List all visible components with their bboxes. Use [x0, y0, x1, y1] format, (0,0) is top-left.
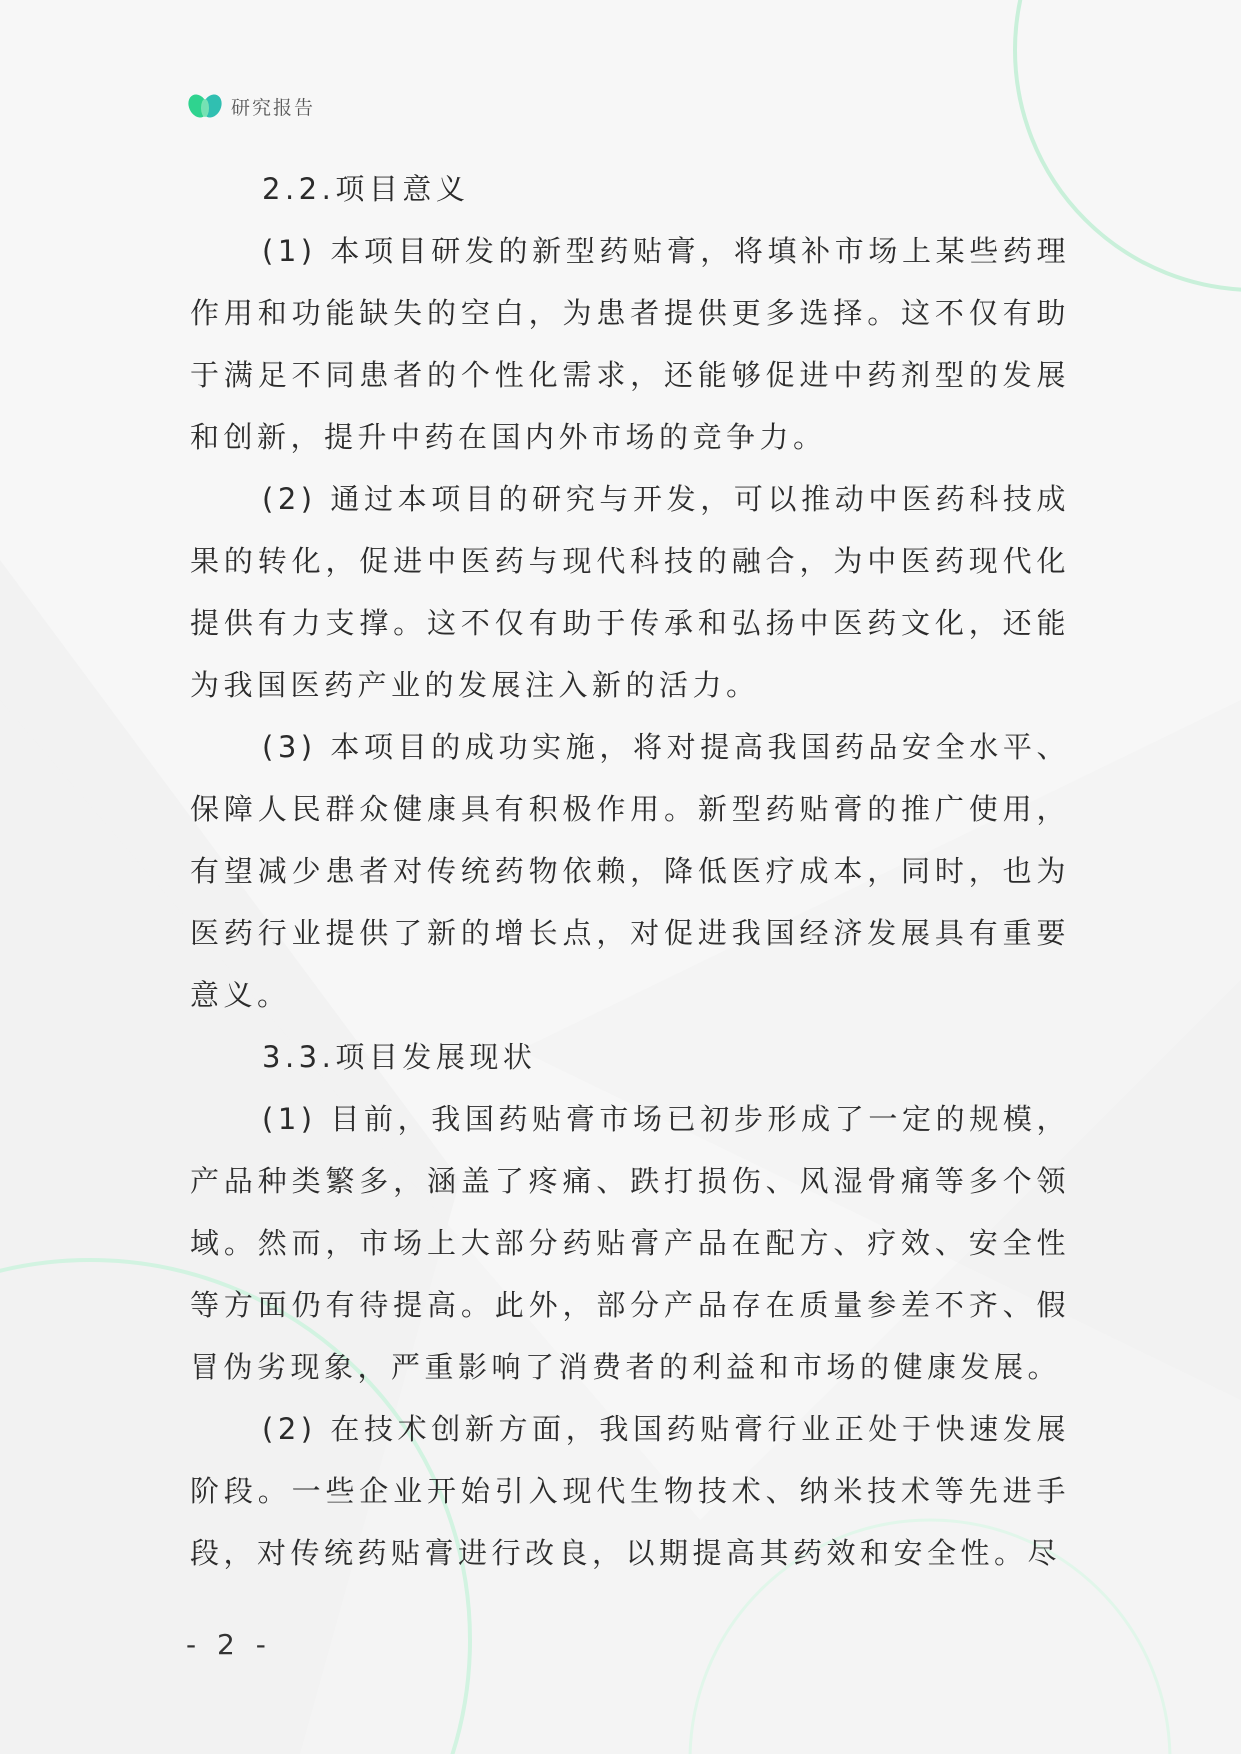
- section-heading-significance: 2.2.项目意义: [262, 172, 470, 206]
- brand-logo-icon: [187, 90, 223, 122]
- document-body: [190, 158, 1070, 1584]
- paragraph: (1) 本项目研发的新型药贴膏，将填补市场上某些药理作用和功能缺失的空白，为患者提供更多选择。这不仅有助于满足不同患者的个性化需求，还能够促进中药剂型的发展和创新，提升中药在国内外市场的竞争力。: [190, 234, 1070, 454]
- paragraph: (2) 通过本项目的研究与开发，可以推动中医药科技成果的转化，促进中医药与现代科技的融合，为中医药现代化提供有力支撑。这不仅有助于传承和弘扬中医药文化，还能为我国医药产业的发展注入新的活力。: [190, 482, 1070, 702]
- paragraph: (2) 在技术创新方面，我国药贴膏行业正处于快速发展阶段。一些企业开始引入现代生物技术、纳米技术等先进手段，对传统药贴膏进行改良，以期提高其药效和安全性。尽: [190, 1412, 1070, 1570]
- paragraph: (3) 本项目的成功实施，将对提高我国药品安全水平、保障人民群众健康具有积极作用。新型药贴膏的推广使用，有望减少患者对传统药物依赖，降低医疗成本，同时，也为医药行业提供了新的增长点，对促进我国经济发展具有重要意义。: [190, 730, 1070, 1012]
- header-title: 研究报告: [231, 96, 316, 119]
- page-number: - 2 -: [186, 1628, 272, 1661]
- paragraph: (1) 目前，我国药贴膏市场已初步形成了一定的规模，产品种类繁多，涵盖了疼痛、跌打损伤、风湿骨痛等多个领域。然而，市场上大部分药贴膏产品在配方、疗效、安全性等方面仍有待提高。此外，部分产品存在质量参差不齐、假冒伪劣现象，严重影响了消费者的利益和市场的健康发展。: [190, 1102, 1070, 1384]
- report-header: [187, 90, 315, 122]
- section-heading-status: 3.3.项目发展现状: [262, 1040, 537, 1074]
